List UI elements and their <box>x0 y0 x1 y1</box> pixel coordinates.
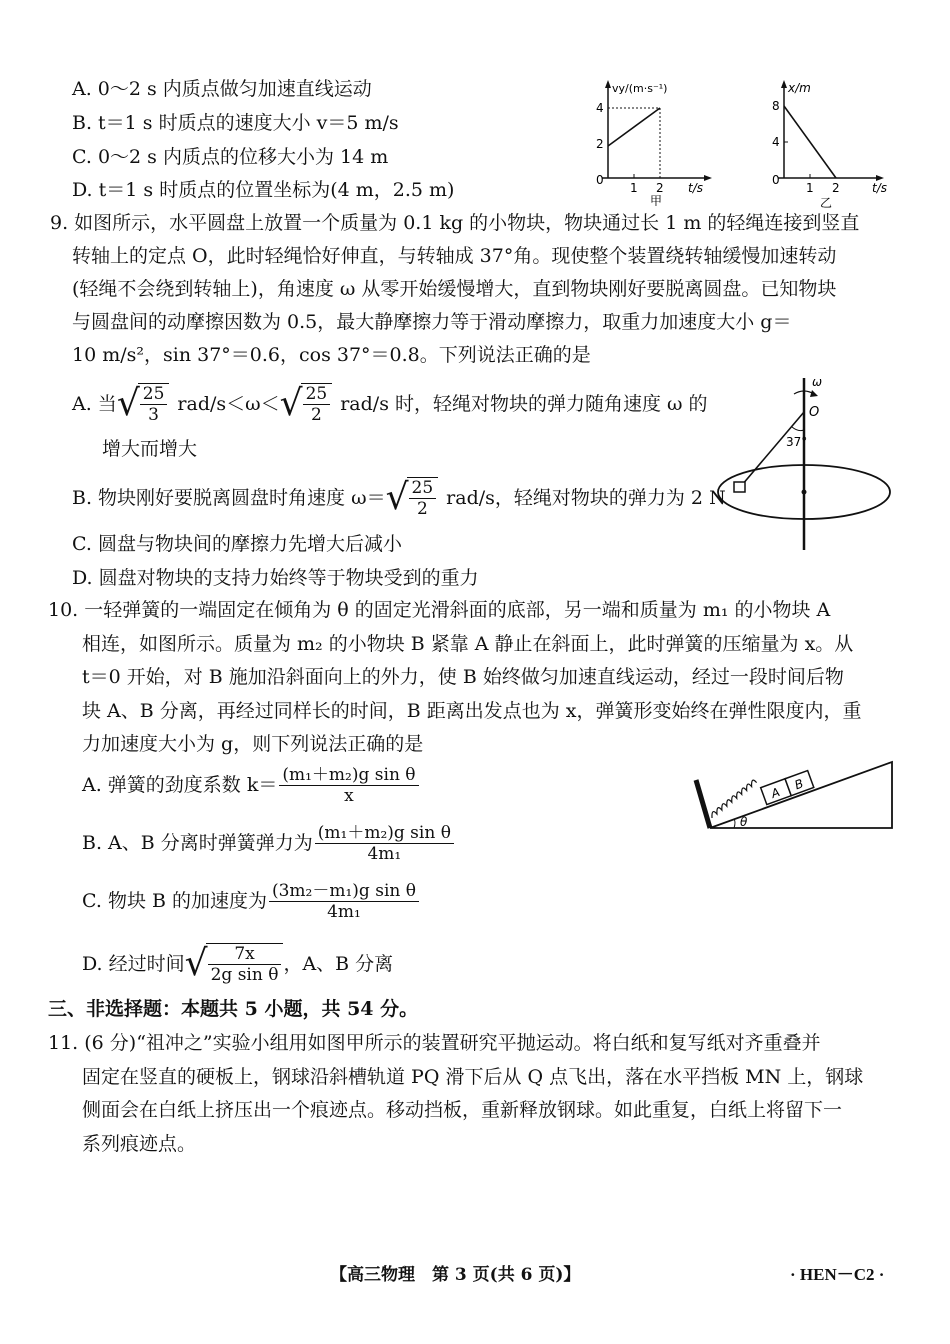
q9-stem-line4: 与圆盘间的动摩擦因数为 0.5，最大静摩擦力等于滑动摩擦力，取重力加速度大小 g＝ <box>72 311 792 333</box>
q10-stem-line4: 块 A、B 分离，再经过同样长的时间，B 距离出发点也为 x，弹簧形变始终在弹性限度内，重 <box>82 700 862 722</box>
graph1-xlabel: t/s <box>688 181 703 195</box>
q10-theta-label: θ <box>740 815 748 829</box>
q8-option-b: B. t＝1 s 时质点的速度大小 v＝5 m/s <box>72 112 399 134</box>
footer-code: · HEN－C2 · <box>790 1265 885 1284</box>
section-heading: 三、非选择题：本题共 5 小题，共 54 分。 <box>48 998 419 1020</box>
q8-option-d: D. t＝1 s 时质点的位置坐标为(4 m，2.5 m) <box>72 179 455 201</box>
graph1-ylabel: vy/(m·s⁻¹) <box>612 82 668 95</box>
q11-line1: 11. (6 分)“祖冲之”实验小组用如图甲所示的装置研究平抛运动。将白纸和复写纸对齐重叠并 <box>48 1032 821 1054</box>
q11-line2: 固定在竖直的硬板上，钢球沿斜槽轨道 PQ 滑下后从 Q 点飞出，落在水平挡板 MN 上，钢球 <box>82 1066 864 1088</box>
q10-option-d: D. 经过时间 √ $\frac{7x}{\text{2g sin θ}}$ ，A、B 分离 <box>82 943 394 985</box>
graph2-ytick-0: 0 <box>772 173 780 187</box>
q8-graph-vy <box>588 78 718 206</box>
graph2-ytick-4: 4 <box>772 135 780 149</box>
q10-option-b: B. A、B 分离时弹簧弹力为 $\frac{\text{(m₁＋m₂)g sin θ}}{\text{4m₁}}$ <box>82 820 456 866</box>
graph2-xtick-1: 1 <box>806 181 814 195</box>
q10-stem-line3: t＝0 开始，对 B 施加沿斜面向上的外力，使 B 始终做匀加速直线运动，经过一段时间后物 <box>82 666 844 688</box>
q10-option-c: C. 物块 B 的加速度为 $\frac{\text{(3m₂－m₁)g sin θ}}{\text{4m₁}}$ <box>82 878 421 924</box>
q10-figure <box>688 756 898 836</box>
footer-page-info: 【高三物理 第 3 页(共 6 页)】 <box>330 1265 581 1285</box>
graph2-caption: 乙 <box>820 196 833 210</box>
graph2-xlabel: t/s <box>872 181 887 195</box>
q9-option-d: D. 圆盘对物块的支持力始终等于物块受到的重力 <box>72 567 479 589</box>
q10-stem-line1: 10. 一轻弹簧的一端固定在倾角为 θ 的固定光滑斜面的底部，另一端和质量为 m₁ 的小物块 A <box>48 599 831 621</box>
q11-line4: 系列痕迹点。 <box>82 1133 197 1155</box>
q10-block-a-label: A <box>769 784 782 801</box>
q9-stem-line5: 10 m/s²，sin 37°＝0.6，cos 37°＝0.8。下列说法正确的是 <box>72 344 591 366</box>
q8-option-c: C. 0～2 s 内质点的位移大小为 14 m <box>72 146 389 168</box>
graph2-ytick-8: 8 <box>772 99 780 113</box>
q8-option-a: A. 0～2 s 内质点做匀加速直线运动 <box>72 78 372 100</box>
graph2-xtick-2: 2 <box>832 181 840 195</box>
q9-angle-label: 37° <box>786 435 808 449</box>
graph2-ylabel: x/m <box>788 81 811 95</box>
q9-omega-label: ω <box>812 375 823 389</box>
q9-O-label: O <box>809 405 820 420</box>
q9-option-b: B. 物块刚好要脱离圆盘时角速度 ω＝ √ $\frac{25}{2}$ rad/s，轻绳对物块的弹力为 2 N <box>72 477 726 519</box>
q9-figure <box>712 372 912 554</box>
q9-stem-line2: 转轴上的定点 O，此时轻绳恰好伸直，与转轴成 37°角。现使整个装置绕转轴缓慢加速转动 <box>72 245 837 267</box>
q8-graph-x <box>764 78 904 210</box>
q10-option-a: A. 弹簧的劲度系数 k＝ $\frac{\text{(m₁＋m₂)g sin θ}}{x}$ <box>82 762 421 808</box>
graph1-caption: 甲 <box>650 194 663 206</box>
q10-stem-line2: 相连，如图所示。质量为 m₂ 的小物块 B 紧靠 A 静止在斜面上，此时弹簧的压缩量为 x。从 <box>82 633 854 655</box>
q11-line3: 侧面会在白纸上挤压出一个痕迹点。移动挡板，重新释放钢球。如此重复，白纸上将留下一 <box>82 1099 843 1121</box>
graph1-xtick-1: 1 <box>630 181 638 195</box>
q9-stem-line3: (轻绳不会绕到转轴上)，角速度 ω 从零开始缓慢增大，直到物块刚好要脱离圆盘。已知物块 <box>72 278 837 300</box>
graph1-ytick-4: 4 <box>596 101 604 115</box>
graph1-ytick-2: 2 <box>596 137 604 151</box>
graph1-xtick-2: 2 <box>656 181 664 195</box>
q9-option-a: A. 当 √ $\frac{25}{3}$ rad/s＜ω＜ √ $\frac{25}{2}$ rad/s 时，轻绳对物块的弹力随角速度 ω 的 <box>72 383 708 425</box>
graph1-ytick-0: 0 <box>596 173 604 187</box>
q9-option-c: C. 圆盘与物块间的摩擦力先增大后减小 <box>72 533 402 555</box>
q9-stem-line1: 9. 如图所示，水平圆盘上放置一个质量为 0.1 kg 的小物块，物块通过长 1 m 的轻绳连接到竖直 <box>50 212 860 234</box>
q9-option-a-cont: 增大而增大 <box>102 438 198 460</box>
q10-stem-line5: 力加速度大小为 g，则下列说法正确的是 <box>82 733 424 755</box>
q10-block-b-label: B <box>792 776 806 793</box>
